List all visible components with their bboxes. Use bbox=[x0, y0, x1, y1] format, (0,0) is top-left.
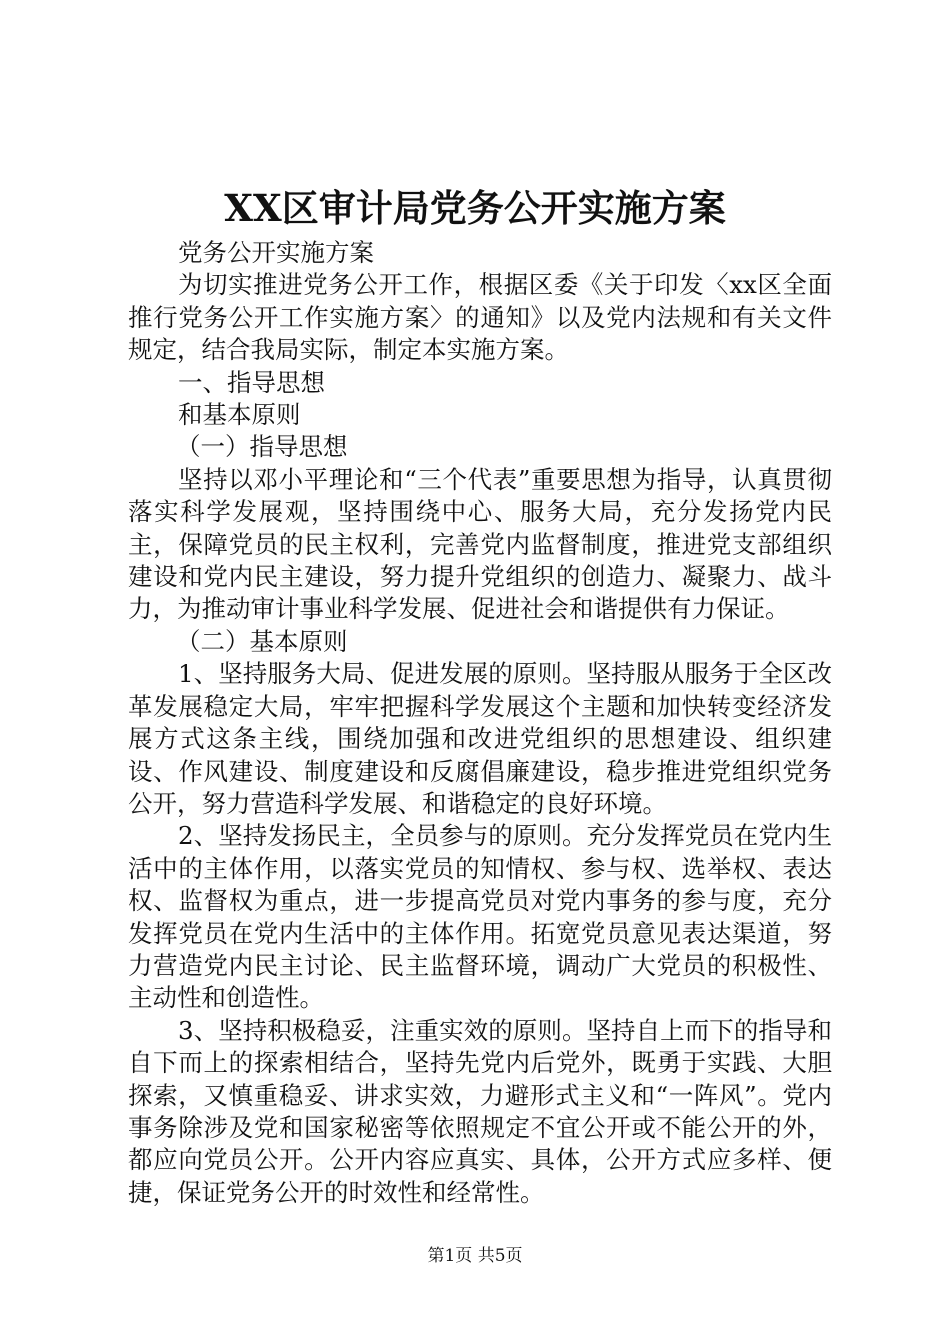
page-footer: 第1页 共5页 bbox=[427, 1246, 523, 1266]
paragraph-principle-1: 1、坚持服务大局、促进发展的原则。坚持服从服务于全区改革发展稳定大局，牢牢把握科学发展这个主题和加快转变经济发展方式这条主线，围绕加强和改进党组织的思想建设、组织建设、作风建设、制度建设和反腐倡廉建设，稳步推进党组织党务公开，努力营造科学发展、和谐稳定的良好环境。 bbox=[128, 659, 832, 818]
subsection-heading-guiding-thought: （一）指导思想 bbox=[176, 432, 348, 462]
section-heading-guiding-thought: 一、指导思想 bbox=[178, 367, 325, 397]
document-title: XX区审计局党务公开实施方案 bbox=[224, 186, 726, 230]
paragraph-guiding-thought: 坚持以邓小平理论和“三个代表”重要思想为指导，认真贯彻落实科学发展观，坚持围绕中心、服务大局，充分发扬党内民主，保障党员的民主权利，完善党内监督制度，推进党支部组织建设和党内民主建设，努力提升党组织的创造力、凝聚力、战斗力，为推动审计事业科学发展、促进社会和谐提供有力保证。 bbox=[128, 464, 832, 624]
paragraph-doc-name: 党务公开实施方案 bbox=[178, 238, 374, 267]
section-heading-continuation: 和基本原则 bbox=[178, 400, 301, 430]
paragraph-intro: 为切实推进党务公开工作，根据区委《关于印发〈xx区全面推行党务公开工作实施方案〉的通知》以及党内法规和有关文件规定，结合我局实际，制定本实施方案。 bbox=[128, 270, 832, 365]
subsection-heading-basic-principles: （二）基本原则 bbox=[176, 626, 348, 656]
document-body bbox=[128, 237, 832, 1209]
paragraph-principle-3: 3、坚持积极稳妥，注重实效的原则。坚持自上而下的指导和自下而上的探索相结合，坚持先党内后党外，既勇于实践、大胆探索，又慎重稳妥、讲求实效，力避形式主义和“一阵风”。党内事务除涉及党和国家秘密等依照规定不宜公开或不能公开的外，都应向党员公开。公开内容应真实、具体，公开方式应多样、便捷，保证党务公开的时效性和经常性。 bbox=[128, 1015, 832, 1207]
paragraph-principle-2: 2、坚持发扬民主，全员参与的原则。充分发挥党员在党内生活中的主体作用，以落实党员的知情权、参与权、选举权、表达权、监督权为重点，进一步提高党员对党内事务的参与度，充分发挥党员在党内生活中的主体作用。拓宽党员意见表达渠道，努力营造党内民主讨论、民主监督环境，调动广大党员的积极性、主动性和创造性。 bbox=[128, 821, 832, 1013]
